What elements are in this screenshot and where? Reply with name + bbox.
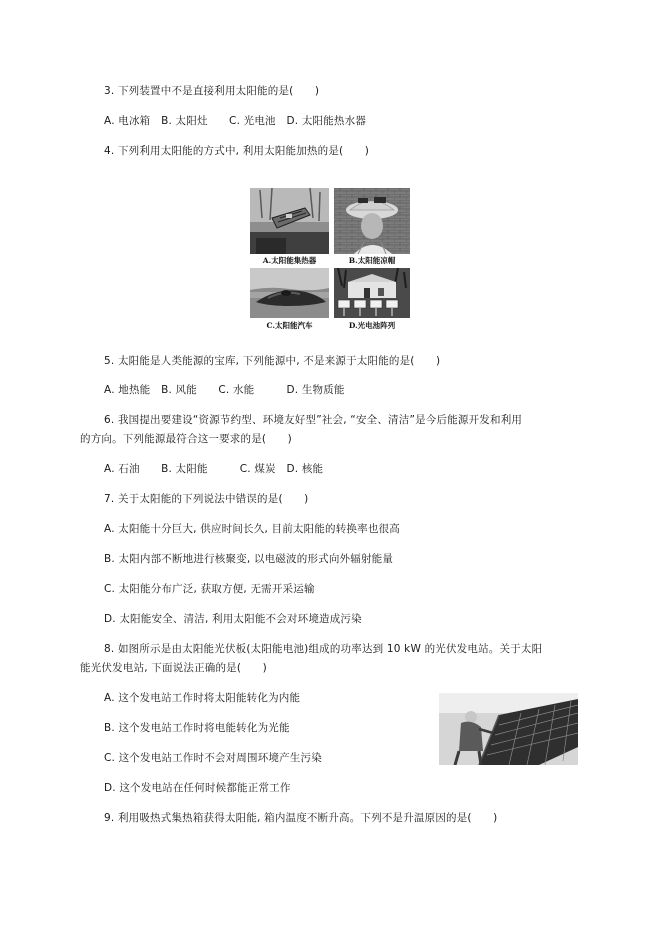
- q8-option-a: A. 这个发电站工作时将太阳能转化为内能: [104, 692, 301, 704]
- caption-d: D.光电池阵列: [348, 321, 396, 330]
- solar-collector-photo: [250, 188, 329, 254]
- solar-car-photo: [250, 268, 329, 318]
- pv-station-photo: [439, 693, 578, 765]
- q8-stem-line1: 8. 如图所示是由太阳能光伏板(太阳能电池)组成的功率达到 10 kW 的光伏发电站。关于太阳: [104, 643, 543, 655]
- q8-option-d: D. 这个发电站在任何时候都能正常工作: [104, 782, 291, 794]
- q5-stem: 5. 太阳能是人类能源的宝库, 下列能源中, 不是来源于太阳能的是( ): [104, 355, 441, 367]
- q6-options: A. 石油 B. 太阳能 C. 煤炭 D. 核能: [104, 463, 324, 475]
- q7-option-d: D. 太阳能安全、清洁, 利用太阳能不会对环境造成污染: [104, 613, 362, 625]
- q8-option-b: B. 这个发电站工作时将电能转化为光能: [104, 722, 290, 734]
- q4-figure-grid: [246, 184, 414, 336]
- q5-options: A. 地热能 B. 风能 C. 水能 D. 生物质能: [104, 384, 345, 396]
- q3-options: A. 电冰箱 B. 太阳灶 C. 光电池 D. 太阳能热水器: [104, 115, 367, 127]
- pv-array-photo: [334, 268, 410, 318]
- caption-c: C.太阳能汽车: [266, 321, 313, 330]
- q6-stem-line1: 6. 我国提出要建设“资源节约型、环境友好型”社会, “安全、清洁”是今后能源开发和利用: [104, 414, 523, 426]
- q7-option-a: A. 太阳能十分巨大, 供应时间长久, 目前太阳能的转换率也很高: [104, 523, 400, 535]
- q7-stem: 7. 关于太阳能的下列说法中错误的是( ): [104, 493, 309, 505]
- solar-hat-photo: [334, 188, 410, 254]
- q8-stem-line2: 能光伏发电站, 下面说法正确的是( ): [80, 662, 267, 674]
- q8-option-c: C. 这个发电站工作时不会对周围环境产生污染: [104, 752, 322, 764]
- caption-a: A.太阳能集热器: [262, 256, 317, 265]
- q3-stem: 3. 下列装置中不是直接利用太阳能的是( ): [104, 85, 320, 97]
- caption-b: B.太阳能凉帽: [348, 256, 396, 265]
- q9-stem: 9. 利用吸热式集热箱获得太阳能, 箱内温度不断升高。下列不是升温原因的是( ): [104, 812, 498, 824]
- q7-option-c: C. 太阳能分布广泛, 获取方便, 无需开采运输: [104, 583, 315, 595]
- q7-option-b: B. 太阳内部不断地进行核聚变, 以电磁波的形式向外辐射能量: [104, 553, 394, 565]
- q6-stem-line2: 的方向。下列能源最符合这一要求的是( ): [80, 433, 292, 445]
- q4-stem: 4. 下列利用太阳能的方式中, 利用太阳能加热的是( ): [104, 145, 370, 157]
